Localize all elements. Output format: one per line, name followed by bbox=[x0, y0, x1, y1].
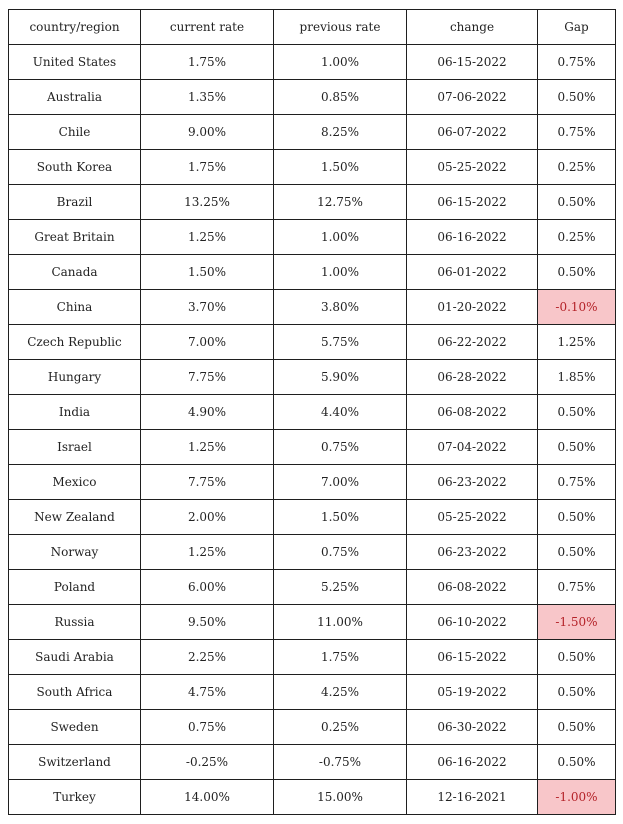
cell-previous-rate: 1.50% bbox=[274, 150, 407, 185]
cell-previous-rate: 8.25% bbox=[274, 115, 407, 150]
interest-rates-table bbox=[8, 9, 616, 815]
cell-change-date: 06-08-2022 bbox=[407, 395, 538, 430]
cell-previous-rate: 4.25% bbox=[274, 675, 407, 710]
cell-previous-rate: 12.75% bbox=[274, 185, 407, 220]
cell-gap: 0.50% bbox=[538, 430, 616, 465]
cell-current-rate: 4.90% bbox=[141, 395, 274, 430]
cell-gap: 1.25% bbox=[538, 325, 616, 360]
cell-previous-rate: 5.25% bbox=[274, 570, 407, 605]
cell-change-date: 06-10-2022 bbox=[407, 605, 538, 640]
cell-change-date: 06-15-2022 bbox=[407, 45, 538, 80]
table-row bbox=[9, 255, 616, 290]
cell-change-date: 01-20-2022 bbox=[407, 290, 538, 325]
cell-current-rate: 3.70% bbox=[141, 290, 274, 325]
cell-gap: 0.50% bbox=[538, 255, 616, 290]
cell-change-date: 06-23-2022 bbox=[407, 535, 538, 570]
cell-country: Sweden bbox=[9, 710, 141, 745]
cell-previous-rate: 1.75% bbox=[274, 640, 407, 675]
rates-table-container bbox=[8, 9, 616, 815]
cell-gap: 0.75% bbox=[538, 45, 616, 80]
table-row bbox=[9, 535, 616, 570]
table-row bbox=[9, 710, 616, 745]
table-row bbox=[9, 500, 616, 535]
cell-country: Turkey bbox=[9, 780, 141, 815]
cell-current-rate: 9.00% bbox=[141, 115, 274, 150]
cell-current-rate: 7.75% bbox=[141, 360, 274, 395]
cell-country: South Korea bbox=[9, 150, 141, 185]
cell-change-date: 06-15-2022 bbox=[407, 640, 538, 675]
cell-current-rate: 7.75% bbox=[141, 465, 274, 500]
cell-gap: 0.50% bbox=[538, 535, 616, 570]
cell-gap: 1.85% bbox=[538, 360, 616, 395]
cell-current-rate: 9.50% bbox=[141, 605, 274, 640]
table-row bbox=[9, 430, 616, 465]
cell-previous-rate: 1.00% bbox=[274, 45, 407, 80]
cell-current-rate: 1.75% bbox=[141, 150, 274, 185]
cell-gap: -1.50% bbox=[538, 605, 616, 640]
cell-country: China bbox=[9, 290, 141, 325]
cell-current-rate: 14.00% bbox=[141, 780, 274, 815]
table-header bbox=[9, 10, 616, 45]
table-row bbox=[9, 465, 616, 500]
cell-gap: 0.75% bbox=[538, 465, 616, 500]
cell-current-rate: 1.35% bbox=[141, 80, 274, 115]
header-row bbox=[9, 10, 616, 45]
table-row bbox=[9, 395, 616, 430]
cell-gap: 0.50% bbox=[538, 80, 616, 115]
table-body bbox=[9, 45, 616, 815]
cell-current-rate: 0.75% bbox=[141, 710, 274, 745]
cell-previous-rate: 1.00% bbox=[274, 255, 407, 290]
cell-country: Mexico bbox=[9, 465, 141, 500]
cell-country: Hungary bbox=[9, 360, 141, 395]
cell-gap: 0.50% bbox=[538, 395, 616, 430]
cell-country: Czech Republic bbox=[9, 325, 141, 360]
table-row bbox=[9, 220, 616, 255]
table-row bbox=[9, 45, 616, 80]
cell-previous-rate: 5.75% bbox=[274, 325, 407, 360]
cell-previous-rate: 0.75% bbox=[274, 430, 407, 465]
cell-previous-rate: 1.50% bbox=[274, 500, 407, 535]
table-row bbox=[9, 640, 616, 675]
cell-gap: 0.50% bbox=[538, 745, 616, 780]
cell-change-date: 06-30-2022 bbox=[407, 710, 538, 745]
cell-country: Chile bbox=[9, 115, 141, 150]
cell-gap: 0.25% bbox=[538, 150, 616, 185]
cell-current-rate: 2.00% bbox=[141, 500, 274, 535]
cell-previous-rate: 11.00% bbox=[274, 605, 407, 640]
cell-gap: 0.50% bbox=[538, 675, 616, 710]
table-row bbox=[9, 570, 616, 605]
cell-previous-rate: 1.00% bbox=[274, 220, 407, 255]
table-row bbox=[9, 115, 616, 150]
cell-country: Israel bbox=[9, 430, 141, 465]
cell-change-date: 06-07-2022 bbox=[407, 115, 538, 150]
cell-country: United States bbox=[9, 45, 141, 80]
cell-country: Russia bbox=[9, 605, 141, 640]
cell-current-rate: -0.25% bbox=[141, 745, 274, 780]
cell-current-rate: 1.25% bbox=[141, 535, 274, 570]
cell-change-date: 06-22-2022 bbox=[407, 325, 538, 360]
cell-previous-rate: -0.75% bbox=[274, 745, 407, 780]
cell-gap: 0.25% bbox=[538, 220, 616, 255]
cell-gap: 0.50% bbox=[538, 640, 616, 675]
cell-current-rate: 4.75% bbox=[141, 675, 274, 710]
cell-current-rate: 7.00% bbox=[141, 325, 274, 360]
header-country-region: country/region bbox=[9, 10, 141, 45]
table-row bbox=[9, 745, 616, 780]
cell-current-rate: 6.00% bbox=[141, 570, 274, 605]
cell-gap: 0.75% bbox=[538, 570, 616, 605]
cell-previous-rate: 4.40% bbox=[274, 395, 407, 430]
cell-country: New Zealand bbox=[9, 500, 141, 535]
header-gap: Gap bbox=[538, 10, 616, 45]
header-current-rate: current rate bbox=[141, 10, 274, 45]
cell-gap: 0.50% bbox=[538, 500, 616, 535]
cell-country: Brazil bbox=[9, 185, 141, 220]
cell-country: South Africa bbox=[9, 675, 141, 710]
cell-gap: -0.10% bbox=[538, 290, 616, 325]
cell-change-date: 06-16-2022 bbox=[407, 745, 538, 780]
cell-current-rate: 1.50% bbox=[141, 255, 274, 290]
cell-previous-rate: 0.25% bbox=[274, 710, 407, 745]
cell-previous-rate: 0.85% bbox=[274, 80, 407, 115]
table-row bbox=[9, 185, 616, 220]
cell-current-rate: 13.25% bbox=[141, 185, 274, 220]
cell-current-rate: 1.25% bbox=[141, 220, 274, 255]
table-row bbox=[9, 80, 616, 115]
cell-change-date: 05-25-2022 bbox=[407, 150, 538, 185]
cell-previous-rate: 7.00% bbox=[274, 465, 407, 500]
cell-change-date: 05-19-2022 bbox=[407, 675, 538, 710]
cell-current-rate: 2.25% bbox=[141, 640, 274, 675]
table-row bbox=[9, 325, 616, 360]
cell-change-date: 07-06-2022 bbox=[407, 80, 538, 115]
header-previous-rate: previous rate bbox=[274, 10, 407, 45]
cell-change-date: 06-16-2022 bbox=[407, 220, 538, 255]
cell-change-date: 06-23-2022 bbox=[407, 465, 538, 500]
cell-country: Great Britain bbox=[9, 220, 141, 255]
cell-change-date: 06-28-2022 bbox=[407, 360, 538, 395]
cell-country: Australia bbox=[9, 80, 141, 115]
table-row bbox=[9, 150, 616, 185]
cell-gap: -1.00% bbox=[538, 780, 616, 815]
cell-previous-rate: 5.90% bbox=[274, 360, 407, 395]
cell-change-date: 05-25-2022 bbox=[407, 500, 538, 535]
cell-country: Poland bbox=[9, 570, 141, 605]
table-row bbox=[9, 780, 616, 815]
cell-previous-rate: 3.80% bbox=[274, 290, 407, 325]
cell-current-rate: 1.75% bbox=[141, 45, 274, 80]
cell-country: Canada bbox=[9, 255, 141, 290]
cell-change-date: 06-15-2022 bbox=[407, 185, 538, 220]
cell-previous-rate: 15.00% bbox=[274, 780, 407, 815]
cell-change-date: 12-16-2021 bbox=[407, 780, 538, 815]
cell-country: India bbox=[9, 395, 141, 430]
cell-previous-rate: 0.75% bbox=[274, 535, 407, 570]
cell-current-rate: 1.25% bbox=[141, 430, 274, 465]
cell-country: Saudi Arabia bbox=[9, 640, 141, 675]
cell-gap: 0.50% bbox=[538, 185, 616, 220]
cell-gap: 0.50% bbox=[538, 710, 616, 745]
table-row bbox=[9, 360, 616, 395]
cell-change-date: 06-01-2022 bbox=[407, 255, 538, 290]
cell-change-date: 06-08-2022 bbox=[407, 570, 538, 605]
table-row bbox=[9, 605, 616, 640]
header-change: change bbox=[407, 10, 538, 45]
cell-country: Switzerland bbox=[9, 745, 141, 780]
cell-change-date: 07-04-2022 bbox=[407, 430, 538, 465]
cell-gap: 0.75% bbox=[538, 115, 616, 150]
cell-country: Norway bbox=[9, 535, 141, 570]
table-row bbox=[9, 675, 616, 710]
table-row bbox=[9, 290, 616, 325]
